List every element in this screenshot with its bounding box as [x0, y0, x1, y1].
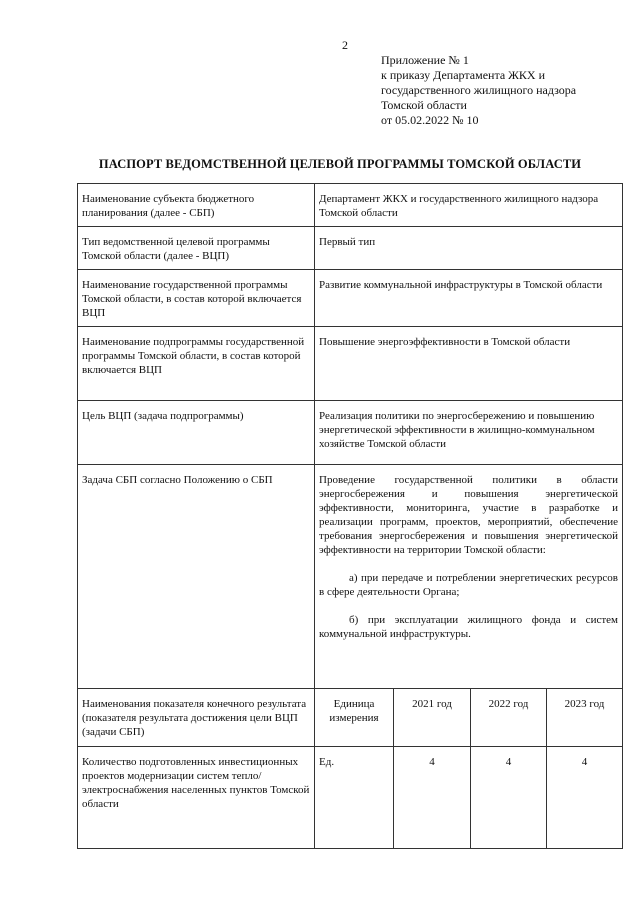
row-value: Первый тип: [315, 227, 623, 270]
passport-table: [77, 183, 623, 849]
row-label: Цель ВЦП (задача подпрограммы): [78, 401, 315, 465]
task-item-a: а) при передаче и потреблении энергетических ресурсов в сфере деятельности Органа;: [319, 572, 618, 598]
row-value: Повышение энергоэффективности в Томской области: [315, 327, 623, 401]
row-value: Развитие коммунальной инфраструктуры в Томской области: [315, 270, 623, 327]
appendix-line: Томской области: [381, 98, 467, 112]
appendix-line: Приложение № 1: [381, 53, 469, 67]
year-header: 2021 год: [394, 689, 471, 747]
appendix-line: от 05.02.2022 № 10: [381, 113, 479, 127]
table-row: [78, 689, 623, 747]
indicator-label: Количество подготовленных инвестиционных проектов модернизации систем тепло/электроснабжения населенных пунктов Томской области: [78, 747, 315, 849]
year-header: 2022 год: [471, 689, 547, 747]
table-row: [78, 465, 623, 689]
table-row: [78, 401, 623, 465]
row-value: Департамент ЖКХ и государственного жилищного надзора Томской области: [315, 184, 623, 227]
table-row: [78, 270, 623, 327]
indicator-unit: Ед.: [315, 747, 394, 849]
unit-header: Единица измерения: [315, 689, 394, 747]
row-label: Наименование субъекта бюджетного планирования (далее - СБП): [78, 184, 315, 227]
appendix-block: [381, 53, 621, 128]
table-row: [78, 184, 623, 227]
row-label: Тип ведомственной целевой программы Томской области (далее - ВЦП): [78, 227, 315, 270]
table-row: [78, 227, 623, 270]
document-title: ПАСПОРТ ВЕДОМСТВЕННОЙ ЦЕЛЕВОЙ ПРОГРАММЫ ТОМСКОЙ ОБЛАСТИ: [98, 157, 582, 171]
row-label: Наименование подпрограммы государственной программы Томской области, в состав которой включается ВЦП: [78, 327, 315, 401]
indicator-value: 4: [394, 747, 471, 849]
row-value: Реализация политики по энергосбережению и повышению энергетической эффективности в жилищно-коммунальном хозяйстве Томской области: [315, 401, 623, 465]
indicator-header-label: Наименования показателя конечного результата (показателя результата достижения цели ВЦП (задачи СБП): [78, 689, 315, 747]
table-row: [78, 327, 623, 401]
year-header: 2023 год: [547, 689, 623, 747]
appendix-line: к приказу Департамента ЖКХ и: [381, 68, 546, 82]
table-row: [78, 747, 623, 849]
task-intro: Проведение государственной политики в области энергосбережения и повышения энергетической эффективности, мониторинга, участие в разработке и реализации программ, проектов, мероприятий, обеспечение требования энергосбережения и повышения энергетической эффективности на территории Томской области:: [319, 474, 618, 556]
page-number: 2: [342, 38, 348, 52]
task-item-b: б) при эксплуатации жилищного фонда и систем коммунальной инфраструктуры.: [319, 614, 618, 640]
indicator-value: 4: [547, 747, 623, 849]
row-label: Наименование государственной программы Томской области, в состав которой включается ВЦП: [78, 270, 315, 327]
appendix-line: государственного жилищного надзора: [381, 83, 577, 97]
row-label: Задача СБП согласно Положению о СБП: [78, 465, 315, 689]
indicator-value: 4: [471, 747, 547, 849]
task-value: [315, 465, 623, 689]
